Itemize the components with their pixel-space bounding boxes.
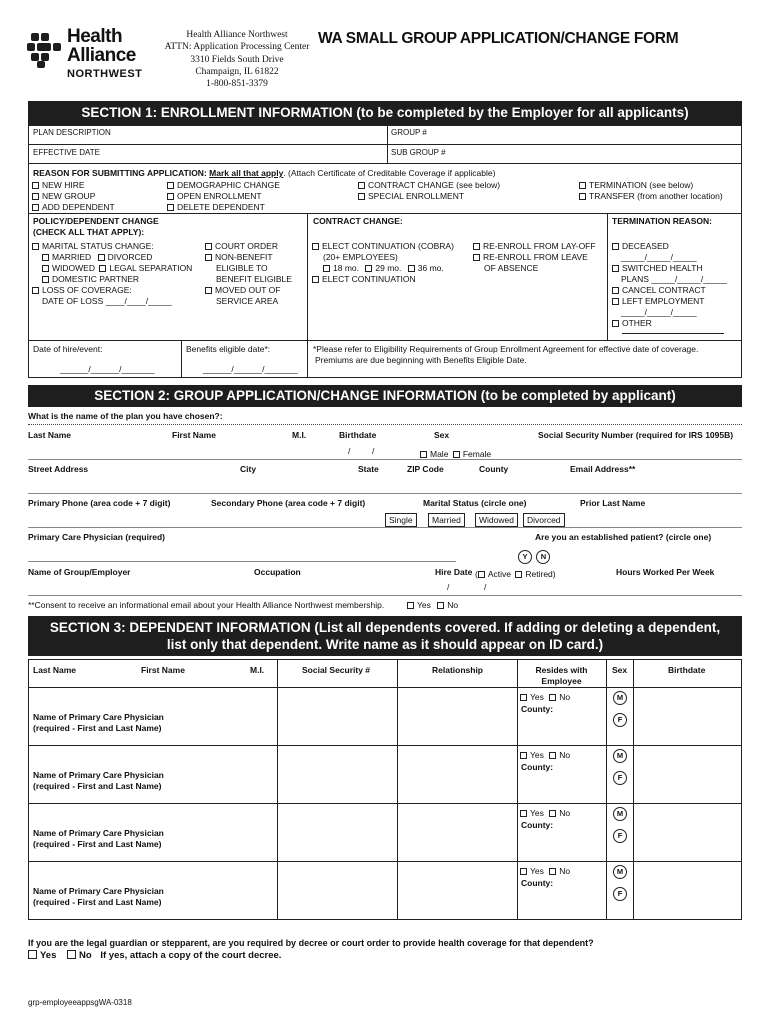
contract-label: ELECT CONTINUATION (COBRA) (322, 241, 454, 251)
checkbox-icon (420, 451, 427, 458)
address-line: 1-800-851-3379 (206, 79, 268, 90)
checkbox-court-order[interactable] (205, 241, 292, 252)
hours-worked-label: Hours Worked Per Week (616, 567, 715, 577)
section2-title: SECTION 2: GROUP APPLICATION/CHANGE INFORMATION (to be completed by applicant) (28, 385, 742, 407)
dep-county-label: County: (521, 878, 554, 888)
policy-label: MARITAL STATUS CHANGE: (42, 241, 154, 251)
date-of-hire-label: Date of hire/event: (33, 344, 103, 354)
checkbox-switched-plans[interactable] (612, 263, 727, 274)
left-date-field[interactable]: _____/_____/_____ (621, 307, 697, 317)
checkbox-icon (205, 254, 212, 261)
dep-pcp-label: Name of Primary Care Physician (33, 712, 164, 722)
checkbox-icon (612, 298, 619, 305)
checkbox-icon (358, 193, 365, 200)
address-line: Health Alliance Northwest (186, 30, 288, 40)
sex-m-option[interactable]: M (613, 691, 627, 705)
checkbox-new-hire[interactable] (32, 180, 115, 191)
resides-option: Yes (530, 808, 544, 818)
checkbox-icon (453, 451, 460, 458)
dep-sex-header: Sex (612, 665, 628, 675)
checkbox-icon (99, 265, 106, 272)
checkbox-icon (549, 810, 556, 817)
checkbox-icon (408, 265, 415, 272)
checkbox-consent-no[interactable] (437, 600, 458, 610)
guardian-option: Yes (40, 950, 57, 961)
checkbox-icon (205, 287, 212, 294)
checkbox-transfer[interactable] (579, 191, 723, 202)
ssn-label: Social Security Number (required for IRS 1095B) (538, 430, 734, 440)
checkbox-resides-no[interactable] (549, 750, 570, 760)
checkbox-legal-separation[interactable] (99, 263, 192, 273)
policy-label: MOVED OUT OF (215, 285, 281, 295)
policy-label: COURT ORDER (215, 241, 278, 251)
contract-label: 18 mo. (333, 263, 359, 273)
guardian-question: If you are the legal guardian or stepparent, are you required by decree or court order to provide health coverage for that dependent? (28, 938, 594, 948)
checkbox-non-benefit[interactable] (205, 252, 292, 263)
policy-label: DIVORCED (107, 252, 153, 262)
contract-change-header: CONTRACT CHANGE: (313, 216, 403, 226)
policy-label: SERVICE AREA (216, 296, 279, 306)
county-label: County (479, 464, 509, 474)
checkbox-termination[interactable] (579, 180, 723, 191)
benefits-eligible-label: Benefits eligible date*: (186, 344, 271, 354)
return-address (158, 29, 316, 90)
checkbox-active[interactable]: ( Active (475, 569, 511, 579)
dep-birthdate-header: Birthdate (668, 665, 706, 675)
dep-pcp-label: (required - First and Last Name) (33, 723, 162, 733)
sex-m-option[interactable]: M (613, 865, 627, 879)
checkbox-18-months[interactable] (323, 263, 359, 273)
marital-widowed[interactable]: Widowed (475, 513, 518, 527)
checkbox-delete-dependent[interactable] (167, 202, 280, 213)
sex-f-option[interactable]: F (613, 771, 627, 785)
email-label: Email Address** (570, 464, 636, 474)
checkbox-reenroll-layoff[interactable] (473, 241, 596, 252)
dep-relationship-header: Relationship (432, 665, 484, 675)
address-line: 3310 Fields South Drive (190, 54, 284, 65)
established-no[interactable]: N (536, 550, 550, 564)
contract-label: RE-ENROLL FROM LAY-OFF (483, 241, 596, 251)
group-employer-label: Name of Group/Employer (28, 567, 131, 577)
established-yes[interactable]: Y (518, 550, 532, 564)
occupation-label: Occupation (254, 567, 301, 577)
checkbox-icon (437, 602, 444, 609)
checkbox-icon (549, 752, 556, 759)
mi-label: M.I. (292, 430, 307, 440)
checkbox-icon (167, 204, 174, 211)
checkbox-icon (312, 276, 319, 283)
policy-label: WIDOWED (52, 263, 95, 273)
reason-rest: . (Attach Certificate of Creditable Coverage if applicable) (283, 168, 496, 178)
termination-label: OTHER (622, 318, 652, 328)
policy-label: ELIGIBLE TO (216, 263, 268, 273)
checkbox-icon (32, 243, 39, 250)
resides-option: Yes (530, 750, 544, 760)
reason-label: CONTRACT CHANGE (see below) (368, 180, 501, 190)
checkbox-icon (32, 287, 39, 294)
contract-label: 29 mo. (375, 263, 402, 273)
dep-resides-header: Employee (541, 676, 582, 686)
consent-option: No (447, 600, 459, 610)
contract-label: ELECT CONTINUATION (322, 274, 416, 284)
checkbox-icon (612, 320, 619, 327)
checkbox-loss-of-coverage[interactable] (32, 285, 192, 296)
form-title: WA SMALL GROUP APPLICATION/CHANGE FORM (318, 30, 679, 47)
logo-text-alliance: Alliance (67, 45, 136, 66)
sub-group-field[interactable]: SUB GROUP # (391, 148, 446, 157)
checkbox-icon (167, 182, 174, 189)
checkbox-domestic-partner[interactable] (32, 274, 192, 285)
last-name-label: Last Name (28, 430, 71, 440)
checkbox-icon (407, 602, 414, 609)
checkbox-icon (42, 265, 49, 272)
marital-divorced[interactable]: Divorced (523, 513, 565, 527)
sex-m-option[interactable]: M (613, 749, 627, 763)
checkbox-new-group[interactable] (32, 191, 115, 202)
checkbox-icon (579, 182, 586, 189)
dep-ssn-header: Social Security # (302, 665, 371, 675)
marital-married[interactable]: Married (428, 513, 465, 527)
effective-date-field[interactable]: EFFECTIVE DATE (33, 148, 100, 157)
contract-label: (20+ EMPLOYEES) (323, 252, 398, 262)
checkbox-deceased[interactable] (612, 241, 727, 252)
group-number-field[interactable]: GROUP # (391, 128, 427, 137)
primary-phone-label: Primary Phone (area code + 7 digit) (28, 498, 171, 508)
checkbox-icon (205, 243, 212, 250)
reason-underline: Mark all that apply (209, 168, 284, 178)
checkbox-icon (67, 950, 76, 959)
resides-option: No (559, 692, 571, 702)
checkbox-icon (473, 254, 480, 261)
checkbox-other[interactable] (612, 318, 727, 329)
section3-title-line: list only that dependent. Write name as it should appear on ID card.) (166, 637, 604, 652)
checkbox-demographic-change[interactable] (167, 180, 280, 191)
checkbox-consent-yes[interactable] (407, 600, 431, 610)
checkbox-cancel-contract[interactable] (612, 285, 727, 296)
checkbox-icon (167, 193, 174, 200)
consent-option: Yes (417, 600, 431, 610)
reason-label: ADD DEPENDENT (42, 202, 115, 212)
switched-date-field[interactable]: PLANS _____/_____/_____ (621, 274, 727, 284)
checkbox-male[interactable] (420, 449, 448, 459)
checkbox-29-months[interactable] (365, 263, 401, 273)
dep-pcp-label: (required - First and Last Name) (33, 781, 162, 791)
status-option: Retired (525, 569, 553, 579)
checkbox-icon (323, 265, 330, 272)
checkbox-resides-yes[interactable] (520, 692, 544, 702)
reason-label: NEW HIRE (42, 180, 85, 190)
checkbox-divorced[interactable] (98, 252, 153, 262)
dep-resides-header: Resides with (535, 665, 588, 675)
checkbox-icon (549, 868, 556, 875)
checkbox-icon (478, 571, 485, 578)
status-option: Active (487, 569, 511, 579)
checkbox-icon (32, 193, 39, 200)
logo (27, 27, 157, 85)
checkbox-icon (473, 243, 480, 250)
checkbox-resides-no[interactable] (549, 866, 570, 876)
policy-label: MARRIED (52, 252, 92, 262)
policy-label: LEGAL SEPARATION (109, 263, 193, 273)
reason-label: OPEN ENROLLMENT (177, 191, 262, 201)
checkbox-icon (612, 243, 619, 250)
dep-pcp-label: (required - First and Last Name) (33, 897, 162, 907)
health-alliance-logo-icon (27, 31, 61, 69)
city-label: City (240, 464, 257, 474)
checkbox-icon (32, 204, 39, 211)
checkbox-reenroll-leave[interactable] (473, 252, 596, 263)
resides-option: No (559, 866, 571, 876)
checkbox-married[interactable] (42, 252, 91, 262)
guardian-note: If yes, attach a copy of the court decree. (100, 950, 282, 961)
sex-f-option[interactable]: F (613, 829, 627, 843)
checkbox-guardian-yes[interactable] (28, 950, 56, 961)
checkbox-icon (365, 265, 372, 272)
benefits-eligible-field[interactable]: ______/______/_______ (203, 364, 298, 374)
dep-county-label: County: (521, 704, 554, 714)
checkbox-left-employment[interactable] (612, 296, 727, 307)
checkbox-icon (28, 950, 37, 959)
checkbox-icon (612, 287, 619, 294)
termination-label: CANCEL CONTRACT (622, 285, 706, 295)
checkbox-resides-yes[interactable] (520, 866, 544, 876)
checkbox-resides-yes[interactable] (520, 750, 544, 760)
resides-option: No (559, 750, 571, 760)
checkbox-36-months[interactable] (408, 263, 444, 273)
date-of-hire-field[interactable]: ______/______/_______ (60, 364, 155, 374)
dep-county-label: County: (521, 762, 554, 772)
checkbox-icon (520, 752, 527, 759)
termination-header: TERMINATION REASON: (612, 216, 712, 226)
dep-pcp-label: Name of Primary Care Physician (33, 770, 164, 780)
deceased-date-field[interactable]: _____/_____/_____ (621, 252, 697, 262)
dep-mi-header: M.I. (250, 665, 265, 675)
sex-label: Sex (434, 430, 450, 440)
checkbox-icon (549, 694, 556, 701)
resides-option: Yes (530, 866, 544, 876)
checkbox-add-dependent[interactable] (32, 202, 115, 213)
contract-label: 36 mo. (417, 263, 444, 273)
section1-title: SECTION 1: ENROLLMENT INFORMATION (to be completed by the Employer for all applicants) (28, 101, 742, 125)
checkbox-female[interactable] (453, 449, 491, 459)
prior-last-name-label: Prior Last Name (580, 498, 646, 508)
checkbox-icon (98, 254, 105, 261)
checkbox-icon (515, 571, 522, 578)
checkbox-icon (579, 193, 586, 200)
checkbox-resides-no[interactable] (549, 692, 570, 702)
policy-label: LOSS OF COVERAGE: (42, 285, 132, 295)
dep-first-name-header: First Name (141, 665, 185, 675)
guardian-option: No (79, 950, 92, 961)
checkbox-icon (520, 694, 527, 701)
first-name-label: First Name (172, 430, 216, 440)
dep-pcp-label: Name of Primary Care Physician (33, 886, 164, 896)
checkbox-resides-no[interactable] (549, 808, 570, 818)
policy-label: BENEFIT ELIGIBLE (216, 274, 292, 284)
reason-heading (33, 168, 495, 178)
address-line: Champaign, IL 61822 (195, 66, 279, 77)
sex-f-option[interactable]: F (613, 887, 627, 901)
termination-label: DECEASED (622, 241, 669, 251)
checkbox-widowed[interactable] (42, 263, 95, 273)
checkbox-moved-out[interactable] (205, 285, 292, 296)
dep-last-name-header: Last Name (33, 665, 76, 675)
zip-label: ZIP Code (407, 464, 444, 474)
plan-description-field[interactable]: PLAN DESCRIPTION (33, 128, 111, 137)
address-line: ATTN: Application Processing Center (164, 42, 310, 53)
policy-label: NON-BENEFIT (215, 252, 273, 262)
policy-label: DOMESTIC PARTNER (52, 274, 140, 284)
reason-bold: REASON FOR SUBMITTING APPLICATION: (33, 168, 207, 178)
street-address-label: Street Address (28, 464, 89, 474)
checkbox-icon (32, 182, 39, 189)
checkbox-elect-cobra[interactable] (312, 241, 454, 252)
checkbox-open-enrollment[interactable] (167, 191, 280, 202)
policy-subheader: (CHECK ALL THAT APPLY): (33, 227, 145, 237)
checkbox-resides-yes[interactable] (520, 808, 544, 818)
date-of-loss-field[interactable]: DATE OF LOSS ____/____/_____ (42, 296, 172, 306)
dep-pcp-label: (required - First and Last Name) (33, 839, 162, 849)
state-label: State (358, 464, 379, 474)
email-consent-text: **Consent to receive an informational email about your Health Alliance Northwest membership. (28, 600, 385, 610)
secondary-phone-label: Secondary Phone (area code + 7 digit) (211, 498, 366, 508)
policy-header: POLICY/DEPENDENT CHANGE (33, 216, 159, 226)
checkbox-icon (612, 265, 619, 272)
pcp-label: Primary Care Physician (required) (28, 532, 166, 542)
checkbox-elect-continuation[interactable] (312, 274, 454, 285)
marital-single[interactable]: Single (385, 513, 417, 527)
contract-label: OF ABSENCE (484, 263, 539, 273)
marital-status-label: Marital Status (circle one) (423, 498, 527, 508)
reason-label: SPECIAL ENROLLMENT (368, 191, 465, 201)
reason-label: NEW GROUP (42, 191, 96, 201)
logo-text-northwest: NORTHWEST (67, 68, 143, 80)
sex-f-option[interactable]: F (613, 713, 627, 727)
eligibility-note: *Please refer to Eligibility Requirements of Group Enrollment Agreement for effective date of coverage. (313, 344, 699, 354)
logo-text-health: Health (67, 26, 123, 47)
sex-option: Female (462, 449, 492, 459)
checkbox-icon (42, 254, 49, 261)
reason-label: DEMOGRAPHIC CHANGE (177, 180, 280, 190)
reason-label: TERMINATION (see below) (589, 180, 694, 190)
hire-date-label: Hire Date (435, 567, 473, 577)
sex-option: Male (430, 449, 449, 459)
dep-pcp-label: Name of Primary Care Physician (33, 828, 164, 838)
eligibility-note: Premiums are due beginning with Benefits Eligible Date. (315, 355, 527, 365)
resides-option: Yes (530, 692, 544, 702)
termination-label: LEFT EMPLOYMENT (622, 296, 705, 306)
section3-title-line: SECTION 3: DEPENDENT INFORMATION (List all dependents covered. If adding or deleting a dependent, (49, 620, 721, 635)
reason-label: DELETE DEPENDENT (177, 202, 265, 212)
checkbox-contract-change[interactable] (358, 180, 500, 191)
checkbox-marital-status[interactable] (32, 241, 192, 252)
contract-label: RE-ENROLL FROM LEAVE (483, 252, 588, 262)
checkbox-icon (520, 810, 527, 817)
section3-title (28, 616, 742, 656)
dep-county-label: County: (521, 820, 554, 830)
plan-name-question: What is the name of the plan you have chosen?: (28, 411, 223, 421)
checkbox-guardian-no[interactable] (67, 950, 92, 961)
resides-option: No (559, 808, 571, 818)
checkbox-icon (312, 243, 319, 250)
birthdate-label: Birthdate (339, 430, 377, 440)
termination-label: SWITCHED HEALTH (622, 263, 703, 273)
checkbox-retired[interactable]: Retired) (515, 569, 555, 579)
checkbox-special-enrollment[interactable] (358, 191, 500, 202)
checkbox-icon (358, 182, 365, 189)
checkbox-icon (520, 868, 527, 875)
form-code: grp-employeeappsgWA-0318 (28, 998, 132, 1007)
established-patient-label: Are you an established patient? (circle one) (535, 532, 712, 542)
sex-m-option[interactable]: M (613, 807, 627, 821)
checkbox-icon (42, 276, 49, 283)
reason-label: TRANSFER (from another location) (589, 191, 723, 201)
